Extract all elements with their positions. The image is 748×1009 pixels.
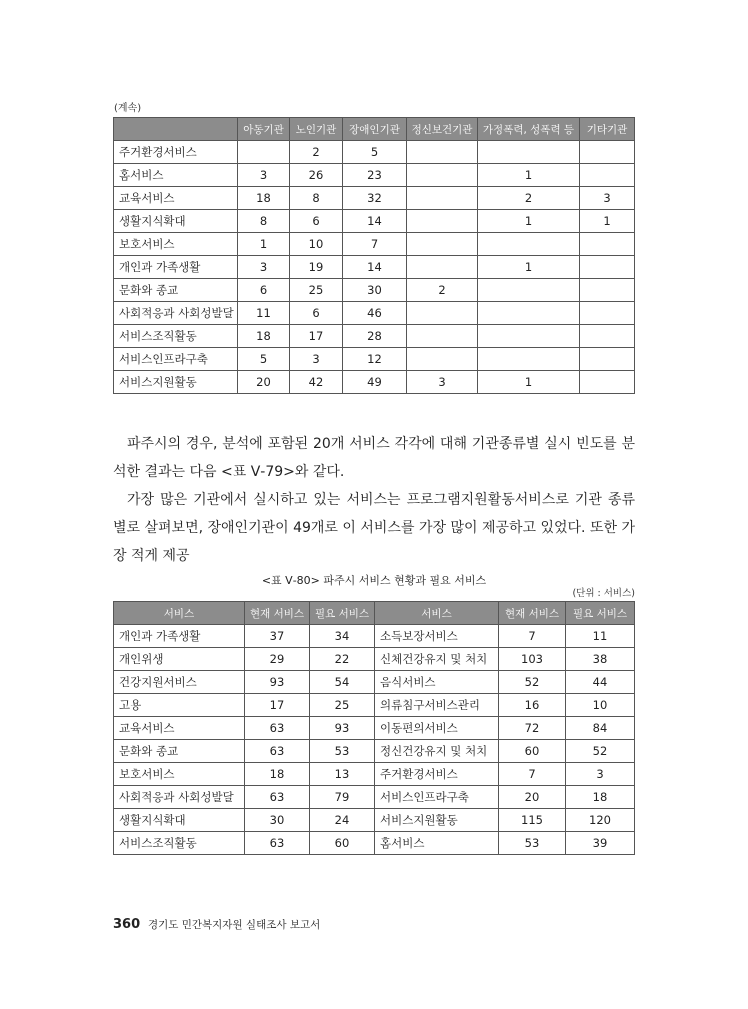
value-cell: 1 (478, 164, 580, 187)
value-cell (407, 164, 478, 187)
value-cell: 1 (580, 210, 635, 233)
row-label-cell: 서비스조직활동 (114, 325, 238, 348)
value-cell: 8 (290, 187, 343, 210)
value-cell (478, 302, 580, 325)
header-cell: 정신보건기관 (407, 118, 478, 141)
value-cell: 93 (310, 717, 375, 740)
value-cell: 93 (245, 671, 310, 694)
value-cell: 37 (245, 625, 310, 648)
row-label-cell: 보호서비스 (114, 233, 238, 256)
value-cell: 10 (566, 694, 635, 717)
table-row (114, 786, 635, 809)
value-cell: 11 (238, 302, 290, 325)
value-cell: 10 (290, 233, 343, 256)
value-cell (478, 279, 580, 302)
value-cell: 7 (343, 233, 407, 256)
value-cell (407, 302, 478, 325)
value-cell (407, 325, 478, 348)
value-cell: 3 (580, 187, 635, 210)
value-cell: 39 (566, 832, 635, 855)
value-cell: 42 (290, 371, 343, 394)
value-cell: 103 (499, 648, 566, 671)
value-cell: 52 (499, 671, 566, 694)
row-label-cell: 교육서비스 (114, 717, 245, 740)
header-cell: 아동기관 (238, 118, 290, 141)
table-caption: <표 Ⅴ-80> 파주시 서비스 현황과 필요 서비스 (261, 574, 487, 587)
table-row (114, 740, 635, 763)
paragraph-intro: 파주시의 경우, 분석에 포함된 20개 서비스 각각에 대해 기관종류별 실시 빈도를 분석한 결과는 다음 <표 Ⅴ-79>와 같다. (113, 436, 635, 480)
value-cell (407, 210, 478, 233)
value-cell (580, 325, 635, 348)
value-cell: 3 (290, 348, 343, 371)
value-cell: 11 (566, 625, 635, 648)
row-label-cell: 정신건강유지 및 처치 (375, 740, 499, 763)
value-cell: 120 (566, 809, 635, 832)
row-label-cell: 음식서비스 (375, 671, 499, 694)
row-label-cell: 서비스지원활동 (114, 371, 238, 394)
value-cell: 24 (310, 809, 375, 832)
row-label-cell: 서비스인프라구축 (114, 348, 238, 371)
value-cell: 60 (310, 832, 375, 855)
value-cell: 38 (566, 648, 635, 671)
row-label-cell: 주거환경서비스 (375, 763, 499, 786)
value-cell: 1 (478, 371, 580, 394)
value-cell: 5 (343, 141, 407, 164)
value-cell: 3 (566, 763, 635, 786)
value-cell: 16 (499, 694, 566, 717)
continued-note: (계속) (114, 103, 142, 114)
value-cell: 3 (238, 256, 290, 279)
row-label-cell: 사회적응과 사회성발달 (114, 302, 238, 325)
value-cell: 115 (499, 809, 566, 832)
table-header-row (114, 118, 635, 141)
table-row (114, 302, 635, 325)
header-cell (114, 118, 238, 141)
row-label-cell: 생활지식확대 (114, 809, 245, 832)
table-row (114, 371, 635, 394)
table-row (114, 233, 635, 256)
row-label-cell: 개인과 가족생활 (114, 625, 245, 648)
value-cell (580, 371, 635, 394)
header-cell: 가정폭력, 성폭력 등 (478, 118, 580, 141)
value-cell (580, 302, 635, 325)
row-label-cell: 서비스조직활동 (114, 832, 245, 855)
value-cell: 2 (407, 279, 478, 302)
value-cell: 19 (290, 256, 343, 279)
value-cell: 49 (343, 371, 407, 394)
value-cell (407, 256, 478, 279)
row-label-cell: 주거환경서비스 (114, 141, 238, 164)
table-header-row (114, 602, 635, 625)
value-cell: 7 (499, 625, 566, 648)
table-row (114, 325, 635, 348)
value-cell: 18 (238, 187, 290, 210)
row-label-cell: 이동편의서비스 (375, 717, 499, 740)
value-cell (580, 348, 635, 371)
value-cell (478, 141, 580, 164)
row-label-cell: 문화와 종교 (114, 740, 245, 763)
row-label-cell: 홈서비스 (375, 832, 499, 855)
value-cell: 53 (310, 740, 375, 763)
value-cell: 18 (245, 763, 310, 786)
value-cell: 60 (499, 740, 566, 763)
row-label-cell: 건강지원서비스 (114, 671, 245, 694)
value-cell (580, 164, 635, 187)
value-cell: 2 (290, 141, 343, 164)
value-cell: 72 (499, 717, 566, 740)
row-label-cell: 서비스인프라구축 (375, 786, 499, 809)
table-row (114, 694, 635, 717)
value-cell: 14 (343, 210, 407, 233)
row-label-cell: 문화와 종교 (114, 279, 238, 302)
value-cell: 3 (238, 164, 290, 187)
value-cell: 44 (566, 671, 635, 694)
row-label-cell: 홈서비스 (114, 164, 238, 187)
table-row (114, 648, 635, 671)
value-cell: 12 (343, 348, 407, 371)
row-label-cell: 고용 (114, 694, 245, 717)
value-cell: 1 (238, 233, 290, 256)
header-cell: 장애인기관 (343, 118, 407, 141)
table-row (114, 164, 635, 187)
value-cell: 54 (310, 671, 375, 694)
table-row (114, 671, 635, 694)
row-label-cell: 개인위생 (114, 648, 245, 671)
paragraph-analysis: 가장 많은 기관에서 실시하고 있는 서비스는 프로그램지원활동서비스로 기관 종류별로 살펴보면, 장애인기관이 49개로 이 서비스를 가장 많이 제공하고 있었다. 또한 가장 적게 제공 (113, 492, 635, 564)
value-cell: 18 (238, 325, 290, 348)
table-row (114, 763, 635, 786)
value-cell: 3 (407, 371, 478, 394)
current-vs-needed-service-table (113, 601, 635, 855)
value-cell: 22 (310, 648, 375, 671)
value-cell: 6 (290, 302, 343, 325)
value-cell (407, 141, 478, 164)
value-cell: 20 (238, 371, 290, 394)
value-cell (407, 233, 478, 256)
header-cell: 노인기관 (290, 118, 343, 141)
value-cell: 17 (245, 694, 310, 717)
page-number: 360 (113, 917, 141, 932)
footer-title: 경기도 민간복지자원 실태조사 보고서 (147, 919, 321, 931)
value-cell: 63 (245, 717, 310, 740)
value-cell: 32 (343, 187, 407, 210)
table-row (114, 210, 635, 233)
value-cell: 23 (343, 164, 407, 187)
value-cell: 13 (310, 763, 375, 786)
header-cell: 서비스 (114, 602, 245, 625)
row-label-cell: 생활지식확대 (114, 210, 238, 233)
value-cell: 17 (290, 325, 343, 348)
value-cell: 5 (238, 348, 290, 371)
header-cell: 필요 서비스 (310, 602, 375, 625)
value-cell: 63 (245, 832, 310, 855)
table-row (114, 625, 635, 648)
value-cell (478, 348, 580, 371)
value-cell: 14 (343, 256, 407, 279)
table-row (114, 141, 635, 164)
value-cell: 20 (499, 786, 566, 809)
header-cell: 서비스 (375, 602, 499, 625)
value-cell (407, 348, 478, 371)
value-cell: 63 (245, 740, 310, 763)
row-label-cell: 소득보장서비스 (375, 625, 499, 648)
value-cell (238, 141, 290, 164)
value-cell: 84 (566, 717, 635, 740)
table-row (114, 256, 635, 279)
header-cell: 기타기관 (580, 118, 635, 141)
value-cell: 1 (478, 210, 580, 233)
value-cell: 46 (343, 302, 407, 325)
value-cell: 52 (566, 740, 635, 763)
table-row (114, 809, 635, 832)
table-row (114, 348, 635, 371)
value-cell: 63 (245, 786, 310, 809)
value-cell: 29 (245, 648, 310, 671)
value-cell: 79 (310, 786, 375, 809)
value-cell: 26 (290, 164, 343, 187)
table-row (114, 832, 635, 855)
header-cell: 필요 서비스 (566, 602, 635, 625)
value-cell: 8 (238, 210, 290, 233)
row-label-cell: 개인과 가족생활 (114, 256, 238, 279)
value-cell: 30 (343, 279, 407, 302)
row-label-cell: 신체건강유지 및 처치 (375, 648, 499, 671)
value-cell (478, 325, 580, 348)
row-label-cell: 사회적응과 사회성발달 (114, 786, 245, 809)
value-cell (580, 279, 635, 302)
header-cell: 현재 서비스 (499, 602, 566, 625)
value-cell: 2 (478, 187, 580, 210)
header-cell: 현재 서비스 (245, 602, 310, 625)
value-cell (580, 141, 635, 164)
row-label-cell: 보호서비스 (114, 763, 245, 786)
value-cell: 1 (478, 256, 580, 279)
value-cell (580, 233, 635, 256)
value-cell: 6 (238, 279, 290, 302)
value-cell: 28 (343, 325, 407, 348)
table-row (114, 187, 635, 210)
value-cell: 53 (499, 832, 566, 855)
row-label-cell: 서비스지원활동 (375, 809, 499, 832)
page-footer (113, 917, 320, 932)
row-label-cell: 의류침구서비스관리 (375, 694, 499, 717)
value-cell: 25 (310, 694, 375, 717)
table-row (114, 279, 635, 302)
value-cell: 25 (290, 279, 343, 302)
value-cell: 6 (290, 210, 343, 233)
value-cell: 18 (566, 786, 635, 809)
row-label-cell: 교육서비스 (114, 187, 238, 210)
value-cell (478, 233, 580, 256)
table-row (114, 717, 635, 740)
value-cell: 30 (245, 809, 310, 832)
institution-type-service-table (113, 117, 635, 394)
value-cell (407, 187, 478, 210)
table-unit-note: (단위 : 서비스) (572, 588, 635, 599)
value-cell: 7 (499, 763, 566, 786)
value-cell (580, 256, 635, 279)
value-cell: 34 (310, 625, 375, 648)
